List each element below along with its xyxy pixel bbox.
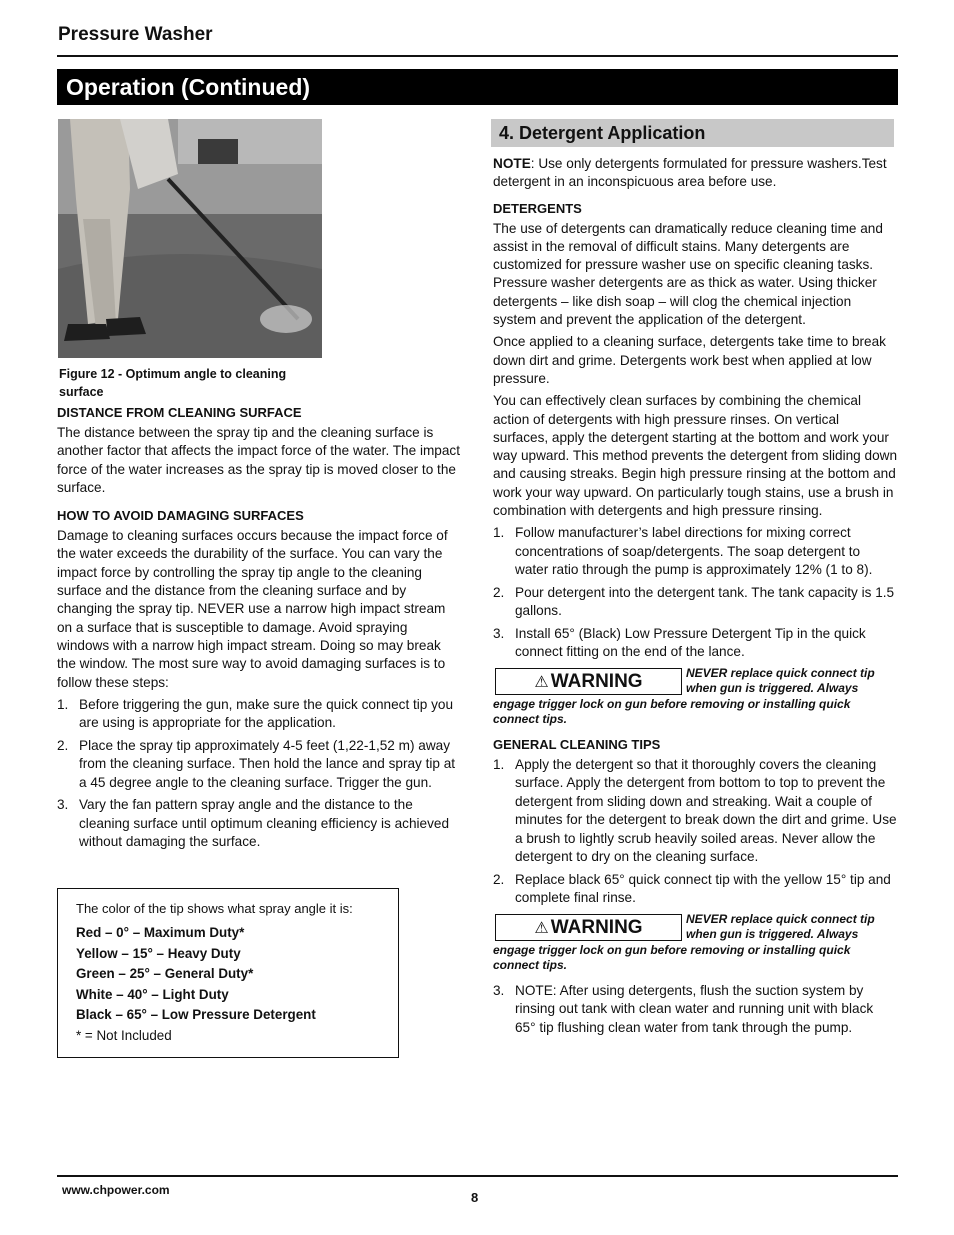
step-number: 1. (493, 525, 505, 541)
list-item (493, 982, 897, 1038)
footer-url: www.chpower.com (62, 1183, 170, 1197)
section-title: Operation (Continued) (57, 69, 898, 105)
list-item (493, 524, 897, 580)
general-steps (493, 756, 897, 908)
list-item (493, 871, 897, 908)
document-title: Pressure Washer (58, 24, 213, 45)
list-item (493, 584, 897, 621)
step-number: 2. (493, 584, 505, 600)
right-column (493, 155, 897, 1041)
step-text: Before triggering the gun, make sure the quick connect tip you are using is appropriate for the application. (79, 696, 454, 731)
step-text: Vary the fan pattern spray angle and the distance to the cleaning surface until optimum cleaning efficiency is achieved without damaging the surface. (79, 797, 450, 850)
distance-body: The distance between the spray tip and the cleaning surface is another factor that affects the impact force of the water. The impact force of the water increases as the spray tip is moved closer to the surface. (57, 425, 460, 495)
warning-notice (493, 666, 897, 728)
distance-heading: DISTANCE FROM CLEANING SURFACE (57, 405, 302, 420)
warning-text: NEVER replace quick connect tip when gun is triggered. Always engage trigger lock on gun before removing or installing quick connect tips. (493, 665, 875, 727)
step-number: 3. (493, 982, 505, 998)
detergents-paragraph: You can effectively clean surfaces by combining the chemical action of detergents with high pressure rinses. On vertical surfaces, apply the detergent starting at the bottom and work your way upward. This method prevents the detergent from sliding down and causing streaks. Begin high pressure rinsing at the bottom and work your way upward. On particularly tough stains, use a brush in combination with detergents and high pressure rinsing. (493, 393, 898, 519)
step-number: 1. (57, 696, 69, 712)
list-item (57, 737, 463, 793)
note-label: NOTE (493, 156, 531, 171)
subsection-title: 4. Detergent Application (491, 119, 894, 147)
footer-rule (57, 1175, 898, 1177)
avoid-heading: HOW TO AVOID DAMAGING SURFACES (57, 508, 304, 524)
warning-badge (495, 668, 682, 695)
step-text: Install 65° (Black) Low Pressure Detergent Tip in the quick connect fitting on the end of the lance. (515, 625, 866, 660)
step-text: Follow manufacturer’s label directions for mixing correct concentrations of soap/detergents. The soap detergent to water ratio through the pump is approximately 12% (1 to 8). (515, 525, 873, 578)
tip-item-yellow: Yellow – 15° – Heavy Duty (76, 945, 241, 961)
tip-item-black: Black – 65° – Low Pressure Detergent (76, 1007, 316, 1022)
tip-item-red: Red – 0° – Maximum Duty* (76, 925, 245, 940)
warning-badge-label: WARNING (550, 670, 643, 692)
step-number: 1. (493, 756, 505, 772)
step-number: 3. (493, 625, 505, 641)
detergents-heading: DETERGENTS (493, 200, 582, 216)
list-item (57, 796, 463, 852)
list-item (57, 696, 463, 733)
final-steps (493, 982, 897, 1038)
tipbox-intro: The color of the tip shows what spray angle it is: (76, 901, 353, 916)
step-text: Place the spray tip approximately 4-5 feet (1,22-1,52 m) away from the cleaning surface. Then hold the lance and spray tip at a 45 degree angle to the cleaning surface. Trigger the gun. (79, 737, 456, 790)
note-text: : Use only detergents formulated for pressure washers.Test detergent in an inconspicuous area before use. (493, 156, 887, 190)
warning-text: NEVER replace quick connect tip when gun is triggered. Always engage trigger lock on gun before removing or installing quick connect tips. (493, 911, 875, 973)
figure-photo (58, 119, 322, 358)
tip-item-green: Green – 25° – General Duty* (76, 966, 254, 981)
note-paragraph (493, 155, 897, 192)
step-number: 2. (493, 871, 505, 887)
detergents-paragraph: The use of detergents can dramatically reduce cleaning time and assist in the removal of difficult stains. Many detergents are customized for pressure washer use on specific cleaning tasks. Pressure washer detergents are as thick as water. Using thicker detergents – like dish soap – will clog the chemical injection system and prevent the application of the detergent. (493, 220, 883, 328)
step-number: 3. (57, 797, 69, 813)
detergent-steps (493, 524, 897, 662)
detergents-paragraph: Once applied to a cleaning surface, detergents take time to break down dirt and grime. Detergents work best when applied at low pressure. (493, 334, 886, 386)
tipbox-note: * = Not Included (76, 1027, 172, 1043)
figure-caption: Figure 12 - Optimum angle to cleaning surface (59, 367, 287, 399)
step-text: NOTE: After using detergents, flush the suction system by rinsing out tank with clean water and running unit with black 65° tip flushing clean water from tank through the pump. (515, 982, 874, 1035)
step-text: Replace black 65° quick connect tip with the yellow 15° tip and complete final rinse. (515, 871, 891, 906)
tip-item-white: White – 40° – Light Duty (76, 986, 229, 1002)
warning-triangle-icon: ⚠ (534, 919, 549, 937)
warning-triangle-icon: ⚠ (534, 673, 549, 691)
general-tips-heading: GENERAL CLEANING TIPS (493, 736, 661, 752)
avoid-body: Damage to cleaning surfaces occurs because the impact force of the water exceeds the durability of the surface. You can vary the impact force by controlling the spray tip angle to the cleaning surface and the distance from the cleaning surface and by changing the spray tip. NEVER use a narrow high impact stream on a surface that is susceptible to damage. Avoid spraying windows with a narrow high impact stream. Doing so may break the window. The most sure way to avoid damaging surfaces is to follow these steps: (57, 528, 448, 690)
list-item (493, 756, 897, 867)
tip-color-box (57, 888, 399, 1058)
list-item (493, 625, 897, 662)
step-number: 2. (57, 737, 69, 753)
step-text: Pour detergent into the detergent tank. The tank capacity is 1.5 gallons. (515, 584, 895, 619)
page-number: 8 (471, 1190, 479, 1205)
header-rule (57, 55, 898, 57)
avoid-steps (57, 696, 463, 852)
warning-badge (495, 914, 682, 941)
step-text: Apply the detergent so that it thoroughly covers the cleaning surface. Apply the detergent from bottom to top to prevent the detergent from sliding down and streaking. Wait a couple of minutes for the detergent to break down the dirt and grime. Use a brush to lightly scrub heavily soiled areas. Never allow the detergent to dry on the cleaning surface. (515, 756, 897, 865)
warning-badge-label: WARNING (550, 916, 643, 938)
warning-notice (493, 912, 897, 974)
left-column (57, 404, 463, 856)
